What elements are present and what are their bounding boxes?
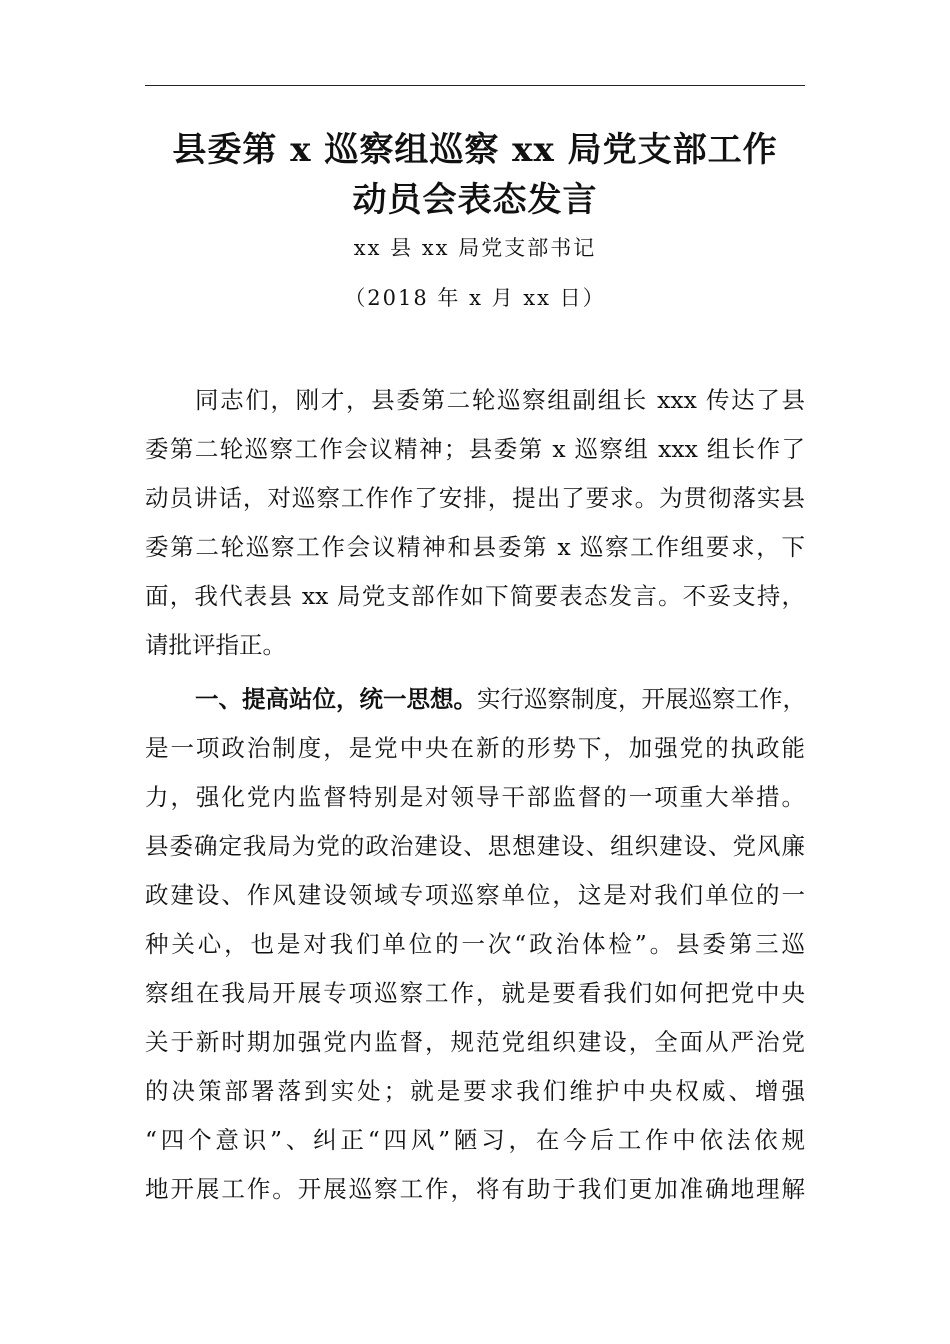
section1-line: 察组在我局开展专项巡察工作，就是要看我们如何把党中央 [145,979,805,1007]
paragraph1-line: 面，我代表县 xx 局党支部作如下简要表态发言。不妥支持， [145,582,805,610]
section1-line: 种关心，也是对我们单位的一次“政治体检”。县委第三巡 [145,930,805,958]
section1-line: 地开展工作。开展巡察工作，将有助于我们更加准确地理解 [145,1175,805,1203]
paragraph1-line: 同志们，刚才，县委第二轮巡察组副组长 xxx 传达了县 [195,386,805,414]
author-line: xx 县 xx 局党支部书记 [353,236,597,260]
paragraph1-line: 委第二轮巡察工作会议精神；县委第 x 巡察组 xxx 组长作了 [145,435,805,463]
section1-heading: 一、提高站位，统一思想。 [195,685,477,713]
section1-line: 政建设、作风建设领域专项巡察单位，这是对我们单位的一 [145,881,805,909]
document-title-line1: 县委第 x 巡察组巡察 xx 局党支部工作 [172,130,778,170]
date-line: （2018 年 x 月 xx 日） [344,286,606,310]
section1-line: 县委确定我局为党的政治建设、思想建设、组织建设、党风廉 [145,832,805,860]
section1-first-line [195,679,805,719]
section1-line: 力，强化党内监督特别是对领导干部监督的一项重大举措。 [145,783,805,811]
section1-line: 关于新时期加强党内监督，规范党组织建设，全面从严治党 [145,1028,805,1056]
section1-line: 是一项政治制度，是党中央在新的形势下，加强党的执政能 [145,734,805,762]
top-rule [145,85,805,86]
paragraph1-line: 动员讲话，对巡察工作作了安排，提出了要求。为贯彻落实县 [145,484,805,512]
section1-line: “四个意识”、纠正“四风”陋习，在今后工作中依法依规 [145,1126,805,1154]
document-title-line2: 动员会表态发言 [352,180,598,220]
paragraph1-line: 请批评指正。 [145,631,286,659]
section1-first-line-text: 实行巡察制度，开展巡察工作， [477,685,806,713]
paragraph1-line: 委第二轮巡察工作会议精神和县委第 x 巡察工作组要求，下 [145,533,805,561]
section1-line: 的决策部署落到实处；就是要求我们维护中央权威、增强 [145,1077,805,1105]
